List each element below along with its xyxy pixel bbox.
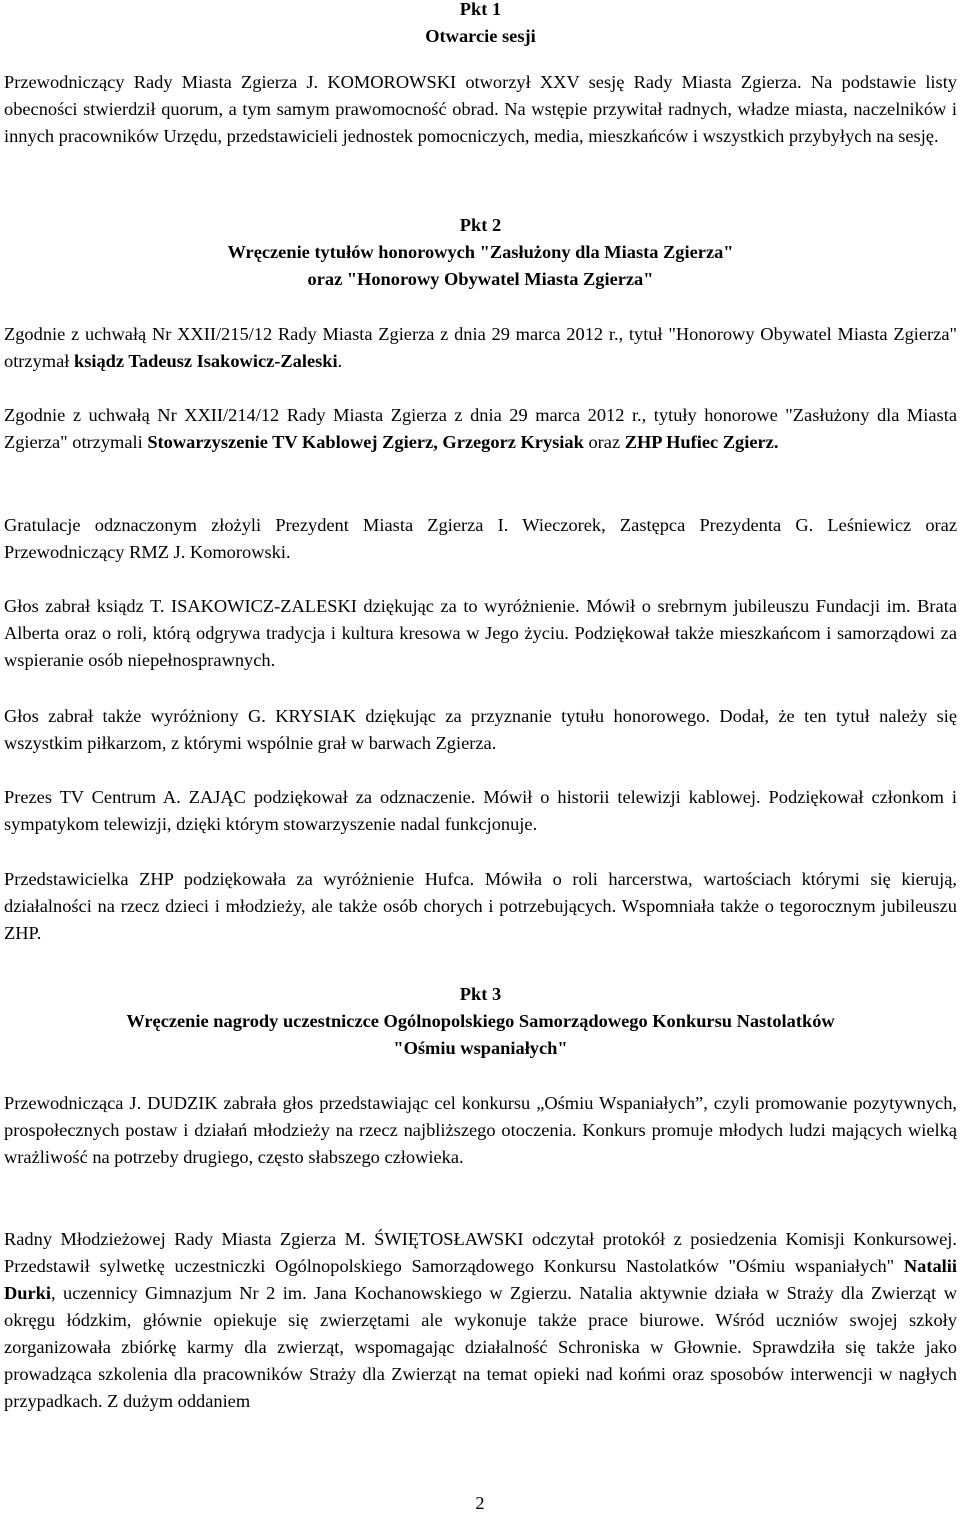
section-2-paragraph-6: Prezes TV Centrum A. ZAJĄC podziękował za odznaczenie. Mówił o historii telewizji kablowej. Podziękował członkom i sympatykom telewizji, dzięki którym stowarzyszenie nadal funkcjonuje. — [4, 787, 957, 834]
section-2-paragraph-7: Przedstawicielka ZHP podziękowała za wyróżnienie Hufca. Mówiła o roli harcerstwa, wartościach którymi się kierują, działalności na rzecz dzieci i młodzieży, ale także osób chorych i potrzebujących. Wspomniała także o tegorocznym jubileuszu ZHP. — [4, 869, 957, 943]
section-2-heading — [4, 212, 957, 293]
section-2-paragraph-2: Zgodnie z uchwałą Nr XXII/214/12 Rady Miasta Zgierza z dnia 29 marca 2012 r., tytuły honorowe "Zasłużony dla Miasta Zgierza" otrzymali Stowarzyszenie TV Kablowej Zgierz, Grzegorz Krysiak oraz ZHP Hufiec Zgierz. — [4, 405, 957, 452]
section-2-paragraph-3: Gratulacje odznaczonym złożyli Prezydent Miasta Zgierza I. Wieczorek, Zastępca Prezydenta G. Leśniewicz oraz Przewodniczący RMZ J. Komorowski. — [4, 515, 957, 562]
section-1-title: Otwarcie sesji — [425, 26, 536, 46]
section-2-paragraph-1: Zgodnie z uchwałą Nr XXII/215/12 Rady Miasta Zgierza z dnia 29 marca 2012 r., tytuł "Honorowy Obywatel Miasta Zgierza" otrzymał ksiądz Tadeusz Isakowicz-Zaleski. — [4, 324, 957, 371]
section-1-heading — [4, 0, 957, 50]
section-3-paragraph-1: Przewodnicząca J. DUDZIK zabrała głos przedstawiając cel konkursu „Ośmiu Wspaniałych”, czyli promowanie pozytywnych, prospołecznych postaw i działań młodzieży na rzecz najbliższego otoczenia. Konkurs promuje młodych ludzi mających wielką wrażliwość na potrzeby drugiego, często słabszego człowieka. — [4, 1093, 957, 1167]
section-2-paragraph-4: Głos zabrał ksiądz T. ISAKOWICZ-ZALESKI dziękując za to wyróżnienie. Mówił o srebrnym jubileuszu Fundacji im. Brata Alberta oraz o roli, którą odgrywa tradycja i kultura kresowa w Jego życiu. Podziękował także mieszkańcom i samorządowi za wspieranie osób niepełnosprawnych. — [4, 596, 957, 670]
section-2-title-line-1: Wręczenie tytułów honorowych "Zasłużony dla Miasta Zgierza" — [227, 242, 734, 262]
section-1-number: Pkt 1 — [459, 0, 502, 19]
section-2-paragraph-5: Głos zabrał także wyróżniony G. KRYSIAK dziękując za przyznanie tytułu honorowego. Dodał, że ten tytuł należy się wszystkim piłkarzom, z którymi wspólnie grał w barwach Zgierza. — [4, 706, 957, 753]
section-3-title-line-2: "Ośmiu wspaniałych" — [393, 1038, 568, 1058]
section-3-heading — [4, 981, 957, 1062]
section-3-title-line-1: Wręczenie nagrody uczestniczce Ogólnopolskiego Samorządowego Konkursu Nastolatków — [126, 1011, 835, 1031]
page-number: 2 — [475, 1493, 485, 1513]
section-1-paragraph-1: Przewodniczący Rady Miasta Zgierza J. KOMOROWSKI otworzył XXV sesję Rady Miasta Zgierza. Na podstawie listy obecności stwierdził quorum, a tym samym prawomocność obrad. Na wstępie przywitał radnych, władze miasta, naczelników i innych pracowników Urzędu, przedstawicieli jednostek pomocniczych, media, mieszkańców i wszystkich przybyłych na sesję. — [4, 72, 957, 146]
section-3-paragraph-2: Radny Młodzieżowej Rady Miasta Zgierza M. ŚWIĘTOSŁAWSKI odczytał protokół z posiedzenia Komisji Konkursowej. Przedstawił sylwetkę uczestniczki Ogólnopolskiego Samorządowego Konkursu Nastolatków "Ośmiu wspaniałych" Natalii Durki, uczennicy Gimnazjum Nr 2 im. Jana Kochanowskiego w Zgierzu. Natalia aktywnie działa w Straży dla Zwierząt w okręgu łódzkim, głównie opiekuje się zwierzętami ale wykonuje także prace biurowe. Wśród uczniów swojej szkoły zorganizowała zbiórkę karmy dla zwierząt, wspomagając działalność Schroniska w Głownie. Sprawdziła się także jako prowadząca szkolenia dla pracowników Straży dla Zwierząt na temat opieki nad końmi oraz sposobów interwencji w nagłych przypadkach. Z dużym oddaniem — [4, 1229, 957, 1411]
section-2-number: Pkt 2 — [459, 215, 502, 235]
section-2-title-line-2: oraz "Honorowy Obywatel Miasta Zgierza" — [307, 269, 654, 289]
section-3-number: Pkt 3 — [459, 984, 502, 1004]
